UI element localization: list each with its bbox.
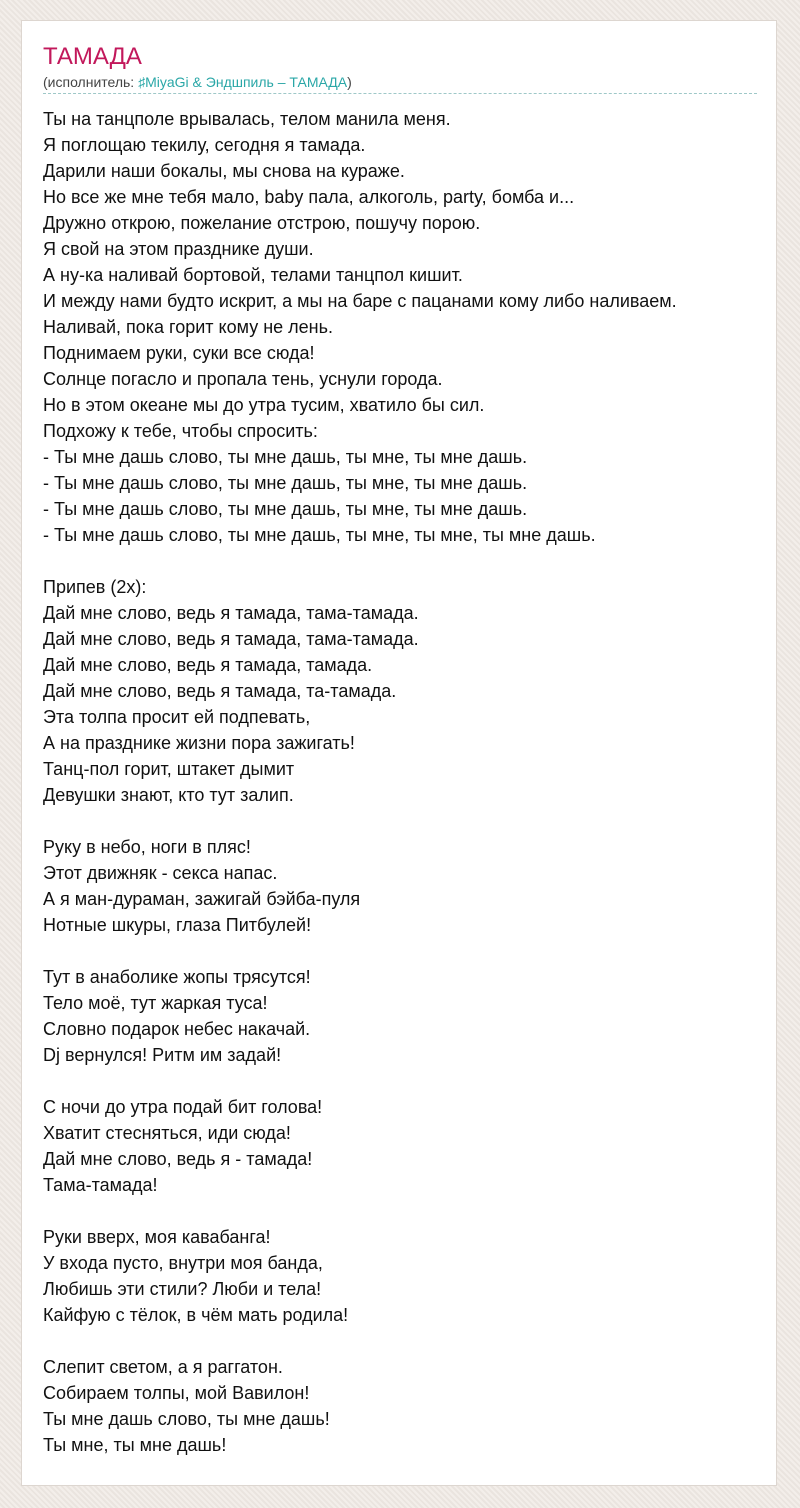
lyric-line: Припев (2х): xyxy=(43,577,147,597)
lyric-line: Но в этом океане мы до утра тусим, хватило бы сил. xyxy=(43,395,485,415)
lyric-line: Ты мне дашь слово, ты мне дашь! xyxy=(43,1409,330,1429)
lyric-line: А я ман-дураман, зажигай бэйба-пуля xyxy=(43,889,361,909)
lyric-line: Эта толпа просит ей подпевать, xyxy=(43,707,311,727)
meta-prefix: (исполнитель: xyxy=(43,74,139,90)
lyric-line: Поднимаем руки, суки все сюда! xyxy=(43,343,315,363)
lyrics-card xyxy=(21,20,777,1486)
lyric-line: Кайфую с тёлок, в чём мать родила! xyxy=(43,1305,349,1325)
lyric-line: Подхожу к тебе, чтобы спросить: xyxy=(43,421,318,441)
lyric-line: Дай мне слово, ведь я тамада, тама-тамада. xyxy=(43,603,419,623)
meta-suffix: ) xyxy=(347,74,352,90)
lyric-line: Солнце погасло и пропала тень, уснули города. xyxy=(43,369,443,389)
stanza-break xyxy=(43,808,763,834)
stanza-break xyxy=(43,938,763,964)
lyric-line: Дружно открою, пожелание отстрою, пошучу порою. xyxy=(43,213,481,233)
lyric-line: Dj вернулся! Ритм им задай! xyxy=(43,1045,282,1065)
lyric-line: Наливай, пока горит кому не лень. xyxy=(43,317,333,337)
lyric-line: Этот движняк - секса напас. xyxy=(43,863,278,883)
lyric-line: Нотные шкуры, глаза Питбулей! xyxy=(43,915,312,935)
stanza-break xyxy=(43,1328,763,1354)
lyric-line: Слепит светом, а я раггатон. xyxy=(43,1357,283,1377)
lyric-line: Тут в анаболике жопы трясутся! xyxy=(43,967,311,987)
lyric-line: Руку в небо, ноги в пляс! xyxy=(43,837,251,857)
lyric-line: Дай мне слово, ведь я тамада, тама-тамада. xyxy=(43,629,419,649)
lyric-line: У входа пусто, внутри моя банда, xyxy=(43,1253,323,1273)
lyric-line: Ты на танцполе врывалась, телом манила меня. xyxy=(43,109,451,129)
lyrics-text xyxy=(43,106,763,1458)
lyric-line: Девушки знают, кто тут залип. xyxy=(43,785,294,805)
lyric-line: С ночи до утра подай бит голова! xyxy=(43,1097,323,1117)
stanza-break xyxy=(43,548,763,574)
lyric-line: - Ты мне дашь слово, ты мне дашь, ты мне, ты мне дашь. xyxy=(43,499,528,519)
lyric-line: Тама-тамада! xyxy=(43,1175,158,1195)
stanza-break xyxy=(43,1068,763,1094)
lyric-line: Словно подарок небес накачай. xyxy=(43,1019,311,1039)
artist-link[interactable]: ♯MiyaGi & Эндшпиль – ТАМАДА xyxy=(138,74,348,90)
lyric-line: Любишь эти стили? Люби и тела! xyxy=(43,1279,322,1299)
lyric-line: А на празднике жизни пора зажигать! xyxy=(43,733,355,753)
lyric-line: - Ты мне дашь слово, ты мне дашь, ты мне, ты мне дашь. xyxy=(43,447,528,467)
lyric-line: Дай мне слово, ведь я тамада, та-тамада. xyxy=(43,681,397,701)
lyric-line: - Ты мне дашь слово, ты мне дашь, ты мне, ты мне, ты мне дашь. xyxy=(43,525,596,545)
lyric-line: Я поглощаю текилу, сегодня я тамада. xyxy=(43,135,366,155)
lyric-line: Тело моё, тут жаркая туса! xyxy=(43,993,268,1013)
lyric-line: Дарили наши бокалы, мы снова на кураже. xyxy=(43,161,405,181)
stanza-break xyxy=(43,1198,763,1224)
lyric-line: Но все же мне тебя мало, baby пала, алкоголь, party, бомба и... xyxy=(43,187,575,207)
song-meta xyxy=(43,73,757,94)
lyric-line: Собираем толпы, мой Вавилон! xyxy=(43,1383,310,1403)
song-title: ТАМАДА xyxy=(43,43,142,70)
lyric-line: Ты мне, ты мне дашь! xyxy=(43,1435,227,1455)
lyric-line: А ну-ка наливай бортовой, телами танцпол кишит. xyxy=(43,265,463,285)
lyric-line: Дай мне слово, ведь я тамада, тамада. xyxy=(43,655,373,675)
lyric-line: Дай мне слово, ведь я - тамада! xyxy=(43,1149,313,1169)
lyric-line: Я свой на этом празднике души. xyxy=(43,239,314,259)
lyric-line: Руки вверх, моя кавабанга! xyxy=(43,1227,271,1247)
lyric-line: - Ты мне дашь слово, ты мне дашь, ты мне, ты мне дашь. xyxy=(43,473,528,493)
lyric-line: И между нами будто искрит, а мы на баре с пацанами кому либо наливаем. xyxy=(43,291,677,311)
lyric-line: Танц-пол горит, штакет дымит xyxy=(43,759,295,779)
lyric-line: Хватит стесняться, иди сюда! xyxy=(43,1123,291,1143)
